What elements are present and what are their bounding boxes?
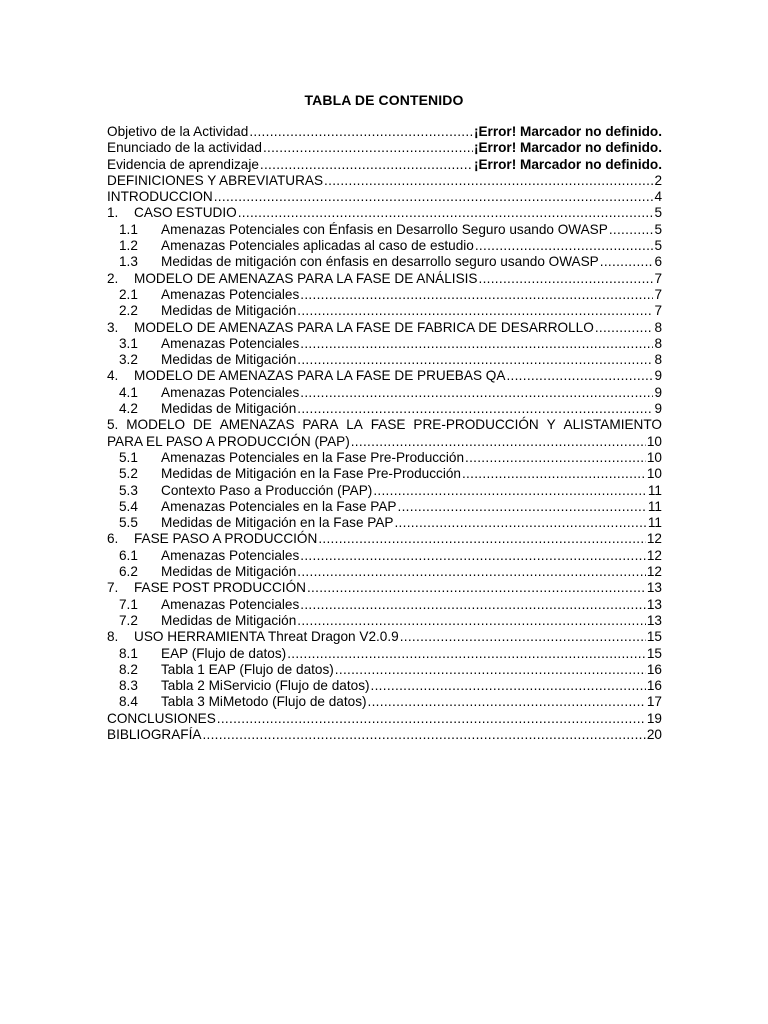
toc-leader-dots [297, 564, 646, 580]
toc-entry-label: Amenazas Potenciales [161, 596, 300, 612]
toc-entry-number: 8.2 [119, 661, 138, 677]
toc-entry-label-line2: PARA EL PASO A PRODUCCIÓN (PAP) [107, 433, 350, 449]
toc-entry[interactable] [107, 238, 662, 254]
toc-leader-dots [300, 548, 646, 564]
toc-entry-page: 7 [654, 270, 662, 286]
toc-entry-page: 7 [654, 286, 662, 302]
toc-entry[interactable] [107, 140, 662, 156]
toc-entry-number: 8. [107, 629, 119, 645]
toc-entry[interactable] [107, 417, 662, 450]
toc-entry-label: Amenazas Potenciales aplicadas al caso de estudio [161, 238, 474, 254]
toc-entry-page: 12 [646, 531, 662, 547]
toc-leader-dots [373, 483, 647, 499]
toc-entry-page: 4 [654, 189, 662, 205]
toc-entry-label-word: DE [192, 417, 212, 433]
toc-leader-dots [600, 254, 654, 270]
toc-leader-dots [465, 450, 646, 466]
toc-entry-number: 4. [107, 368, 119, 384]
toc-leader-dots [297, 352, 653, 368]
toc-entry[interactable] [107, 499, 662, 515]
toc-leader-dots [371, 678, 646, 694]
toc-leader-dots [462, 466, 646, 482]
toc-leader-dots [300, 385, 653, 401]
toc-entry-number: 5.2 [119, 466, 138, 482]
toc-entry-number: 7. [107, 580, 119, 596]
toc-entry-label: Medidas de Mitigación [161, 303, 297, 319]
toc-entry-page: 12 [646, 564, 662, 580]
toc-entry-page: 8 [654, 319, 662, 335]
toc-entry-number: 2.2 [119, 303, 138, 319]
toc-entry-label: BIBLIOGRAFÍA [107, 726, 202, 742]
toc-entry[interactable] [107, 564, 662, 580]
toc-entry[interactable] [107, 678, 662, 694]
toc-entry-label: Medidas de Mitigación en la Fase Pre-Producción [161, 466, 461, 482]
toc-entry-page: 5 [654, 221, 662, 237]
toc-entry-label: Amenazas Potenciales [161, 335, 300, 351]
toc-entry-label: Amenazas Potenciales [161, 547, 300, 563]
toc-entry-page: 10 [646, 449, 662, 465]
toc-entry-page: 15 [646, 629, 662, 645]
toc-entry-label-word: PRE-PRODUCCIÓN [413, 417, 539, 433]
toc-entry-page: 16 [646, 661, 662, 677]
toc-entry-label: Medidas de Mitigación [161, 352, 297, 368]
toc-entry-number: 3.1 [119, 335, 138, 351]
toc-entry-number: 7.1 [119, 596, 138, 612]
toc-entry-number: 3. [107, 319, 119, 335]
toc-entry[interactable] [107, 580, 662, 596]
toc-entry-label: CONCLUSIONES [107, 710, 216, 726]
toc-entry-label: Enunciado de la actividad [107, 140, 262, 156]
toc-entry-number: 8.4 [119, 694, 138, 710]
toc-entry[interactable] [107, 450, 662, 466]
toc-leader-dots [307, 580, 646, 596]
toc-entry-page: 9 [654, 368, 662, 384]
toc-entry[interactable] [107, 254, 662, 270]
toc-entry[interactable] [107, 646, 662, 662]
toc-leader-dots [400, 629, 646, 645]
toc-entry[interactable] [107, 368, 662, 384]
toc-entry-page: 13 [646, 612, 662, 628]
toc-entry-number: 4.1 [119, 384, 138, 400]
toc-entry[interactable] [107, 189, 662, 205]
toc-leader-dots [506, 368, 653, 384]
page-title: TABLA DE CONTENIDO [304, 92, 464, 108]
toc-entry-page: 13 [646, 580, 662, 596]
toc-entry-label: DEFINICIONES Y ABREVIATURAS [107, 172, 324, 188]
toc-leader-dots [335, 662, 646, 678]
toc-entry[interactable] [107, 515, 662, 531]
toc-entry-page: 17 [646, 694, 662, 710]
toc-entry-label: CASO ESTUDIO [134, 205, 237, 221]
toc-leader-dots [398, 499, 647, 515]
toc-entry-number: 3.2 [119, 352, 138, 368]
toc-entry-label: Amenazas Potenciales con Énfasis en Desarrollo Seguro usando OWASP [161, 221, 608, 237]
toc-entry-number: 8.1 [119, 645, 138, 661]
toc-leader-dots [297, 303, 653, 319]
toc-leader-dots [297, 401, 653, 417]
toc-entry-page: 10 [646, 466, 662, 482]
toc-entry-number: 5.5 [119, 515, 138, 531]
toc-entry-page: 12 [646, 547, 662, 563]
toc-entry[interactable] [107, 531, 662, 547]
toc-entry-number: 1.2 [119, 238, 138, 254]
toc-entry-page: ¡Error! Marcador no definido. [473, 140, 662, 156]
toc-leader-dots [595, 320, 654, 336]
toc-entry[interactable] [107, 711, 662, 727]
toc-entry[interactable] [107, 336, 662, 352]
toc-entry-label: MODELO DE AMENAZAS PARA LA FASE DE ANÁLISIS [134, 270, 478, 286]
toc-entry-number: 8.3 [119, 678, 138, 694]
toc-entry-label: Tabla 3 MiMetodo (Flujo de datos) [161, 694, 367, 710]
toc-entry-number: 7.2 [119, 612, 138, 628]
toc-entry[interactable] [107, 157, 662, 173]
toc-entry[interactable] [107, 483, 662, 499]
toc-entry-label-word: AMENAZAS [219, 417, 295, 433]
toc-entry-second-line [107, 434, 662, 450]
toc-entry-first-line [107, 417, 662, 433]
toc-entry-page: 9 [654, 401, 662, 417]
toc-entry-page: 2 [654, 172, 662, 188]
toc-entry-page: 7 [654, 303, 662, 319]
toc-leader-dots [202, 727, 645, 743]
table-of-contents [107, 124, 662, 743]
toc-entry-label: Amenazas Potenciales [161, 286, 300, 302]
toc-entry-label: Amenazas Potenciales en la Fase Pre-Producción [161, 449, 464, 465]
toc-entry-page: 11 [647, 515, 662, 531]
toc-leader-dots [318, 531, 646, 547]
toc-entry-number: 5.4 [119, 498, 138, 514]
toc-entry[interactable] [107, 303, 662, 319]
toc-entry-page: 8 [654, 352, 662, 368]
toc-entry-label: Tabla 2 MiServicio (Flujo de datos) [161, 678, 370, 694]
toc-entry-label: Medidas de Mitigación [161, 564, 297, 580]
toc-entry-label: MODELO DE AMENAZAS PARA LA FASE DE FABRICA DE DESARROLLO [134, 319, 594, 335]
toc-entry[interactable] [107, 320, 662, 336]
toc-entry-number: 1.1 [119, 221, 138, 237]
toc-entry-page: 11 [647, 498, 662, 514]
toc-entry[interactable] [107, 401, 662, 417]
toc-entry-label: Medidas de mitigación con énfasis en desarrollo seguro usando OWASP [161, 254, 599, 270]
toc-leader-dots [475, 238, 654, 254]
toc-entry-page: ¡Error! Marcador no definido. [473, 124, 662, 139]
toc-entry[interactable] [107, 694, 662, 710]
toc-entry-page: 8 [654, 335, 662, 351]
toc-leader-dots [368, 694, 646, 710]
toc-entry-label: Amenazas Potenciales en la Fase PAP [161, 498, 397, 514]
toc-entry-number: 2. [107, 270, 119, 286]
toc-entry-number: 4.2 [119, 401, 138, 417]
toc-entry-number: 2.1 [119, 286, 138, 302]
toc-entry-number: 1.3 [119, 254, 138, 270]
toc-entry[interactable] [107, 629, 662, 645]
toc-entry-page: 20 [646, 726, 662, 742]
toc-entry-page: 19 [646, 710, 662, 726]
toc-leader-dots [300, 336, 653, 352]
toc-leader-dots [351, 434, 646, 450]
toc-entry[interactable] [107, 385, 662, 401]
toc-leader-dots [217, 711, 646, 727]
toc-entry[interactable] [107, 222, 662, 238]
toc-entry-page: ¡Error! Marcador no definido. [473, 156, 662, 172]
toc-leader-dots [238, 205, 654, 221]
toc-entry-number: 5. [107, 417, 119, 433]
toc-entry-label: FASE POST PRODUCCIÓN [134, 580, 306, 596]
toc-entry-page: 15 [646, 645, 662, 661]
toc-entry[interactable] [107, 205, 662, 221]
toc-entry-label-word: MODELO [126, 417, 186, 433]
toc-entry-page: 5 [654, 205, 662, 221]
toc-entry-page: 11 [647, 482, 662, 498]
toc-leader-dots [479, 271, 654, 287]
toc-entry[interactable] [107, 597, 662, 613]
toc-entry-label: Medidas de Mitigación [161, 612, 297, 628]
toc-entry[interactable] [107, 173, 662, 189]
toc-entry-label-word: Y [546, 417, 556, 433]
toc-leader-dots [263, 140, 473, 156]
toc-entry-number: 5.1 [119, 449, 138, 465]
toc-entry-number: 1. [107, 205, 119, 221]
toc-entry-label-word: FASE [370, 417, 406, 433]
toc-leader-dots [287, 646, 646, 662]
toc-entry[interactable] [107, 727, 662, 743]
toc-entry-page: 10 [646, 433, 662, 449]
toc-leader-dots [609, 222, 654, 238]
toc-entry[interactable] [107, 287, 662, 303]
toc-entry-label: Objetivo de la Actividad [107, 124, 249, 139]
toc-leader-dots [324, 173, 653, 189]
toc-leader-dots [214, 189, 654, 205]
toc-entry-page: 13 [646, 596, 662, 612]
toc-entry-page: 9 [654, 384, 662, 400]
toc-entry-label: USO HERRAMIENTA Threat Dragon V2.0.9 [134, 629, 399, 645]
toc-entry-label: FASE PASO A PRODUCCIÓN [134, 531, 318, 547]
toc-entry-label: Medidas de Mitigación en la Fase PAP [161, 515, 394, 531]
toc-entry[interactable] [107, 613, 662, 629]
toc-entry-label: Medidas de Mitigación [161, 401, 297, 417]
toc-entry[interactable] [107, 124, 662, 140]
toc-entry-number: 6. [107, 531, 119, 547]
toc-entry-label: EAP (Flujo de datos) [161, 645, 287, 661]
toc-leader-dots [249, 124, 473, 140]
toc-leader-dots [394, 515, 646, 531]
toc-entry[interactable] [107, 662, 662, 678]
toc-entry-label: Tabla 1 EAP (Flujo de datos) [161, 661, 334, 677]
toc-entry-number: 6.1 [119, 547, 138, 563]
toc-entry-label: INTRODUCCION [107, 189, 213, 205]
toc-entry-page: 16 [646, 678, 662, 694]
toc-leader-dots [260, 157, 473, 173]
toc-entry-label: MODELO DE AMENAZAS PARA LA FASE DE PRUEBAS QA [134, 368, 506, 384]
toc-entry-number: 6.2 [119, 564, 138, 580]
toc-entry[interactable] [107, 271, 662, 287]
toc-leader-dots [300, 287, 653, 303]
toc-entry-page: 6 [654, 254, 662, 270]
toc-entry-page: 5 [654, 238, 662, 254]
toc-entry[interactable] [107, 352, 662, 368]
toc-entry-label-word: ALISTAMIENTO [563, 417, 662, 433]
toc-entry[interactable] [107, 466, 662, 482]
toc-entry-label: Amenazas Potenciales [161, 384, 300, 400]
toc-entry-label-word: LA [346, 417, 363, 433]
toc-entry-label: Evidencia de aprendizaje [107, 156, 259, 172]
toc-entry[interactable] [107, 548, 662, 564]
toc-leader-dots [297, 613, 646, 629]
toc-leader-dots [300, 597, 646, 613]
toc-entry-label: Contexto Paso a Producción (PAP) [161, 482, 373, 498]
toc-entry-number: 5.3 [119, 482, 138, 498]
toc-entry-label-word: PARA [302, 417, 339, 433]
